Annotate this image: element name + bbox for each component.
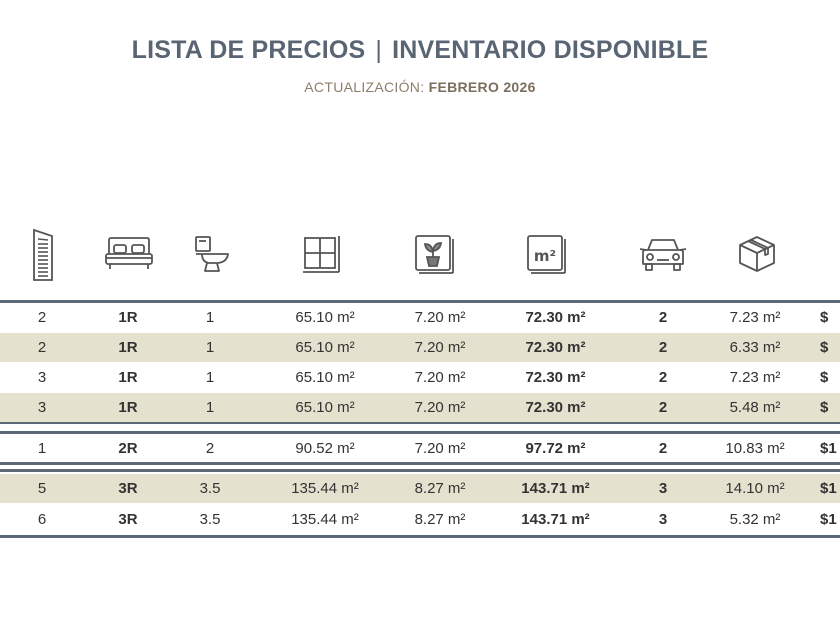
type-cell: 3R (118, 511, 138, 528)
title-separator: | (375, 36, 383, 64)
square-meters-icon (524, 226, 568, 282)
storage-cell: 5.32 m² (729, 511, 781, 528)
car-icon (638, 226, 688, 282)
floor-cell: 3 (37, 399, 47, 416)
interior-area-cell: 65.10 m² (295, 309, 355, 326)
total-area-cell: 72.30 m² (525, 339, 586, 356)
exterior-area-cell: 8.27 m² (414, 511, 466, 528)
parking-cell: 2 (658, 309, 668, 326)
bathrooms-cell: 2 (205, 440, 215, 457)
interior-area-cell: 65.10 m² (295, 399, 355, 416)
storage-cell: 6.33 m² (729, 339, 781, 356)
update-date: FEBRERO 2026 (428, 79, 536, 95)
price-cell: $ (820, 339, 829, 356)
exterior-area-cell: 7.20 m² (414, 339, 466, 356)
bathrooms-cell: 1 (205, 399, 215, 416)
price-cell: $1 (820, 440, 837, 457)
type-cell: 1R (118, 309, 138, 326)
price-cell: $ (820, 309, 829, 326)
box-icon (736, 226, 778, 282)
price-cell: $1 (820, 511, 837, 528)
table-bottom-rule (0, 535, 840, 538)
table-row (0, 505, 840, 534)
interior-area-cell: 65.10 m² (295, 339, 355, 356)
interior-area-cell: 90.52 m² (295, 440, 355, 457)
floor-plan-icon (300, 226, 342, 282)
title-inventory: INVENTARIO DISPONIBLE (392, 36, 709, 64)
building-icon (28, 226, 58, 282)
table-row (0, 333, 840, 362)
interior-area-cell: 135.44 m² (291, 511, 359, 528)
storage-cell: 14.10 m² (725, 480, 785, 497)
total-area-cell: 72.30 m² (525, 309, 586, 326)
floor-cell: 2 (37, 339, 47, 356)
floor-cell: 1 (37, 440, 47, 457)
total-area-cell: 97.72 m² (525, 440, 586, 457)
svg-text:m²: m² (533, 247, 557, 265)
bathrooms-cell: 1 (205, 369, 215, 386)
total-area-cell: 143.71 m² (521, 480, 590, 497)
total-area-cell: 72.30 m² (525, 399, 586, 416)
type-cell: 3R (118, 480, 138, 497)
floor-cell: 6 (37, 511, 47, 528)
bathrooms-cell: 1 (205, 309, 215, 326)
storage-cell: 5.48 m² (729, 399, 781, 416)
price-cell: $1 (820, 480, 837, 497)
table-row (0, 393, 840, 422)
table-row (0, 363, 840, 392)
exterior-area-cell: 7.20 m² (414, 399, 466, 416)
parking-cell: 3 (658, 480, 668, 497)
type-cell: 1R (118, 399, 138, 416)
interior-area-cell: 65.10 m² (295, 369, 355, 386)
bed-icon (103, 226, 155, 282)
parking-cell: 2 (658, 399, 668, 416)
exterior-area-cell: 7.20 m² (414, 309, 466, 326)
storage-cell: 10.83 m² (725, 440, 785, 457)
exterior-area-cell: 8.27 m² (414, 480, 466, 497)
bathrooms-cell: 3.5 (199, 511, 221, 528)
floor-cell: 3 (37, 369, 47, 386)
parking-cell: 2 (658, 339, 668, 356)
type-cell: 1R (118, 369, 138, 386)
table-row (0, 434, 840, 463)
table-row (0, 303, 840, 332)
parking-cell: 3 (658, 511, 668, 528)
exterior-area-cell: 7.20 m² (414, 369, 466, 386)
plant-area-icon (412, 226, 456, 282)
table-row (0, 474, 840, 503)
price-cell: $ (820, 399, 829, 416)
interior-area-cell: 135.44 m² (291, 480, 359, 497)
total-area-cell: 143.71 m² (521, 511, 590, 528)
toilet-icon (193, 226, 231, 282)
floor-cell: 2 (37, 309, 47, 326)
price-cell: $ (820, 369, 829, 386)
update-line (0, 79, 840, 95)
total-area-cell: 72.30 m² (525, 369, 586, 386)
update-label: ACTUALIZACIÓN: (304, 79, 425, 95)
title-price-list: LISTA DE PRECIOS (131, 36, 366, 64)
storage-cell: 7.23 m² (729, 309, 781, 326)
group-divider-2r-b (0, 469, 840, 472)
bathrooms-cell: 3.5 (199, 480, 221, 497)
type-cell: 2R (118, 440, 138, 457)
type-cell: 1R (118, 339, 138, 356)
group-divider-1r (0, 422, 840, 424)
bathrooms-cell: 1 (205, 339, 215, 356)
parking-cell: 2 (658, 440, 668, 457)
exterior-area-cell: 7.20 m² (414, 440, 466, 457)
storage-cell: 7.23 m² (729, 369, 781, 386)
page-title (0, 36, 840, 65)
parking-cell: 2 (658, 369, 668, 386)
floor-cell: 5 (37, 480, 47, 497)
